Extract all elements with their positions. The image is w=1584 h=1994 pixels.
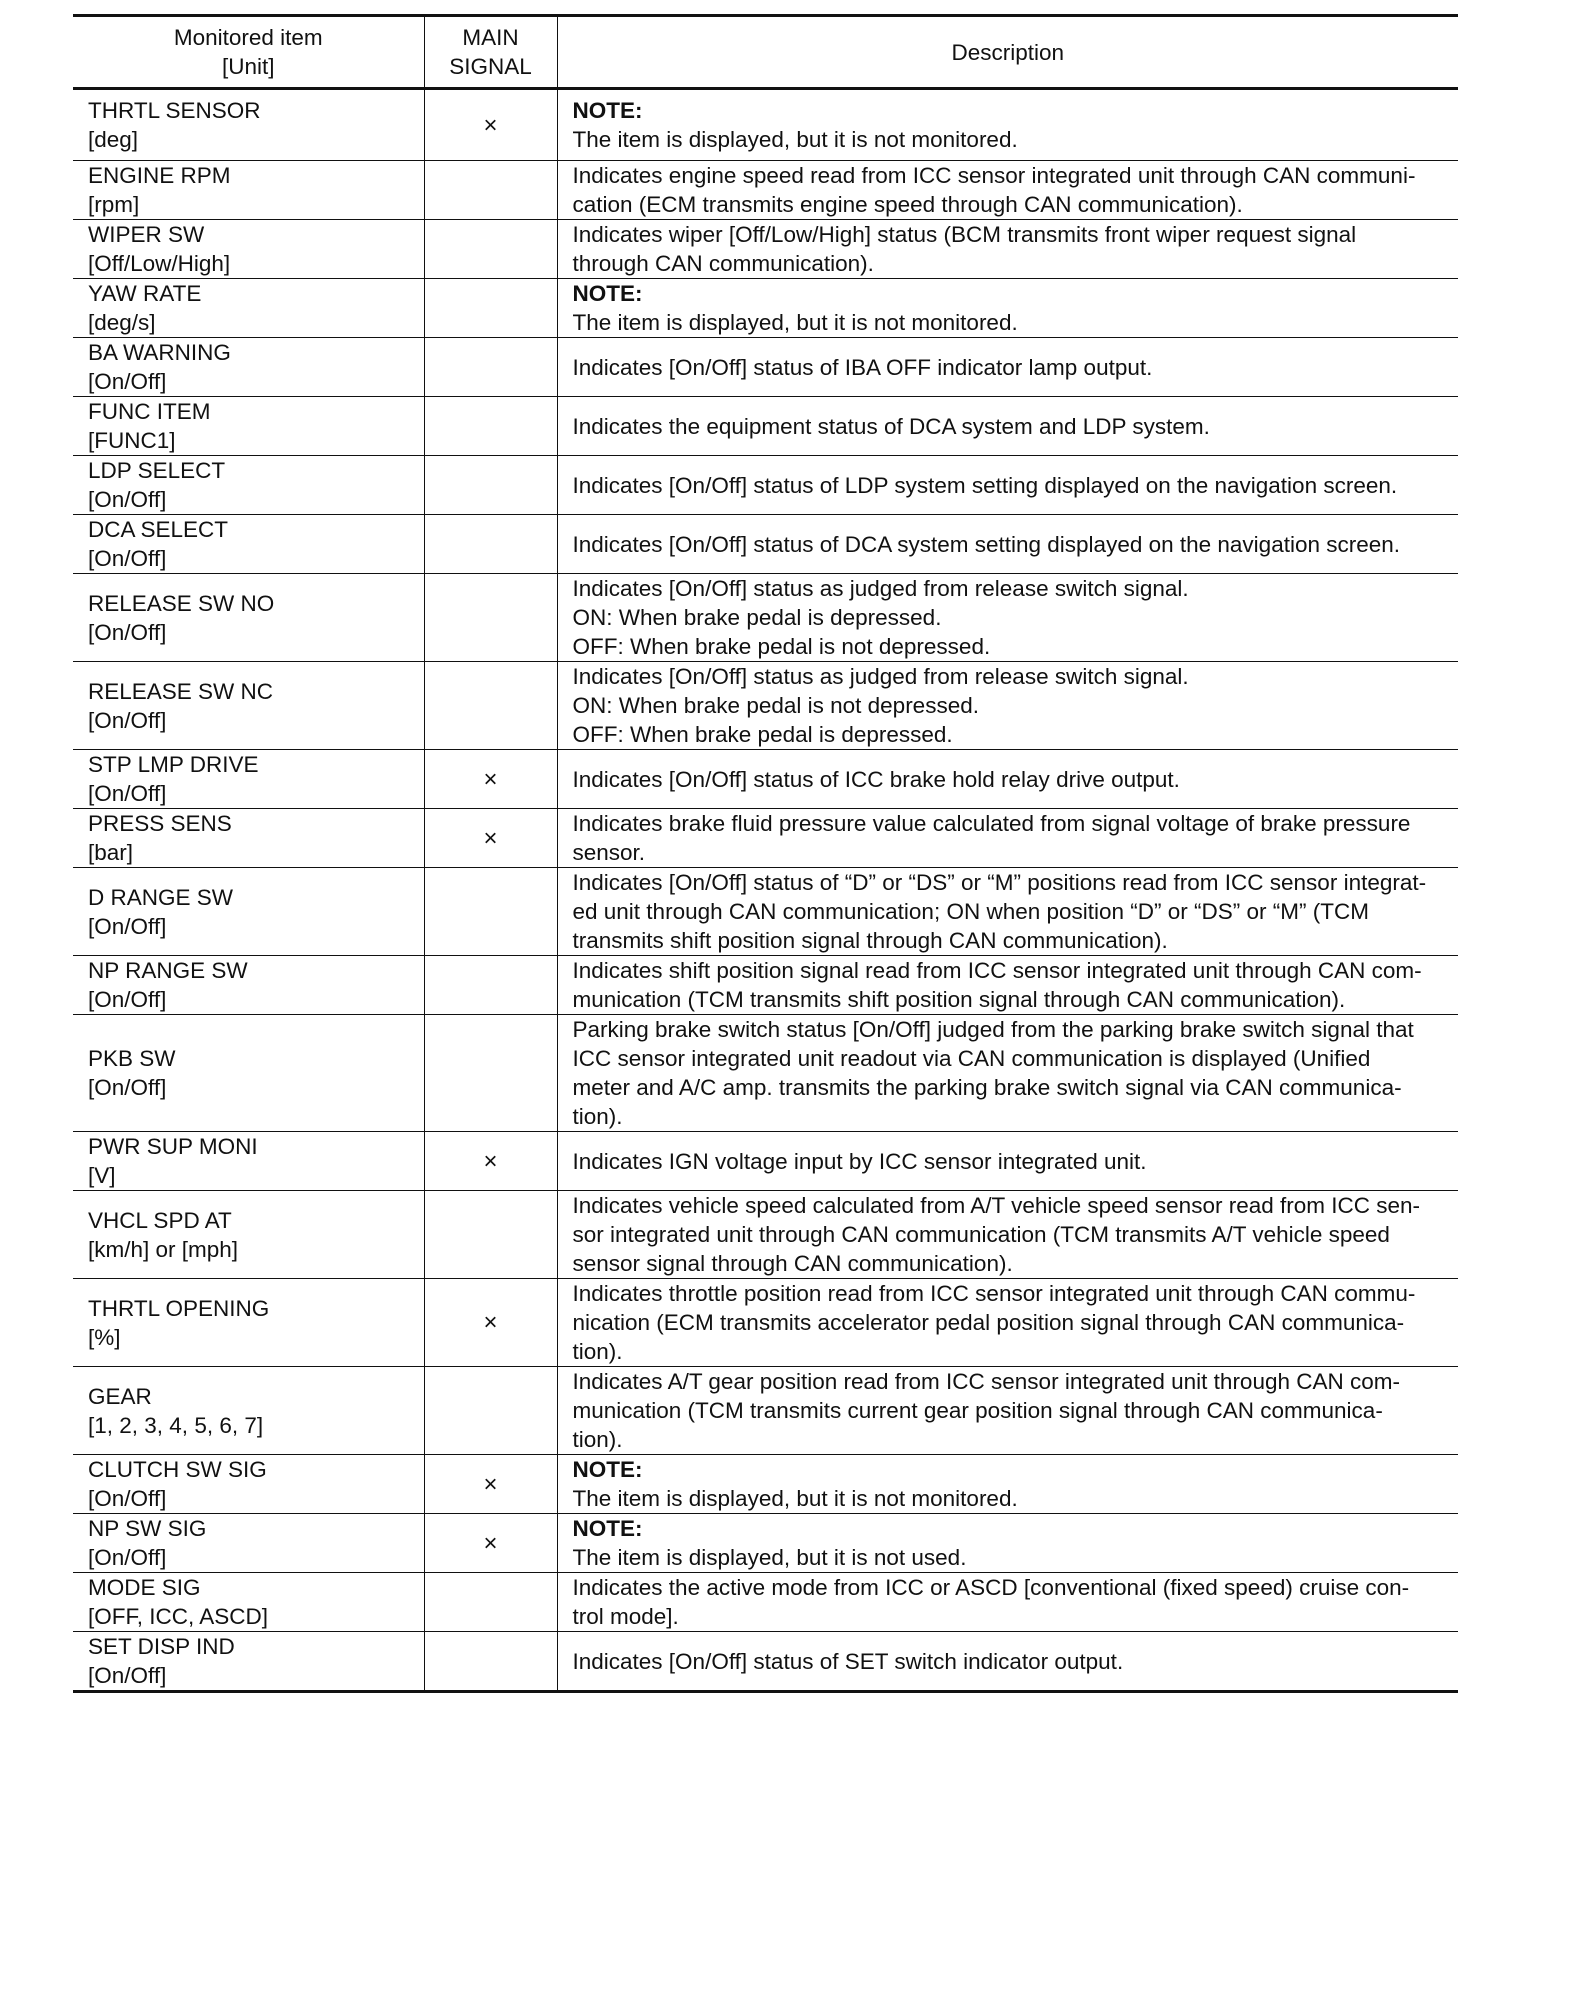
main-signal-mark bbox=[424, 161, 557, 220]
table-row bbox=[73, 279, 1458, 338]
header-monitored-item bbox=[73, 16, 424, 89]
description-cell bbox=[557, 574, 1458, 662]
note-label: NOTE: bbox=[572, 1457, 643, 1482]
main-signal-mark bbox=[424, 1015, 557, 1132]
item-unit: [On/Off] bbox=[88, 1663, 167, 1688]
table-row bbox=[73, 1132, 1458, 1191]
description-cell bbox=[557, 220, 1458, 279]
description-line: The item is displayed, but it is not monitored. bbox=[572, 310, 1018, 335]
description-line: Indicates [On/Off] status of IBA OFF indicator lamp output. bbox=[572, 354, 1153, 380]
main-signal-mark: × bbox=[424, 1455, 557, 1514]
description-line: tion). bbox=[572, 1339, 623, 1364]
item-unit: [1, 2, 3, 4, 5, 6, 7] bbox=[88, 1412, 264, 1438]
description-line: The item is displayed, but it is not monitored. bbox=[572, 127, 1018, 152]
item-unit: [FUNC1] bbox=[88, 428, 176, 453]
monitored-item-cell bbox=[73, 397, 424, 456]
description-cell bbox=[557, 662, 1458, 750]
description-line: Indicates the equipment status of DCA system and LDP system. bbox=[572, 413, 1210, 439]
item-unit: [On/Off] bbox=[88, 781, 167, 806]
table-row bbox=[73, 809, 1458, 868]
description-line: meter and A/C amp. transmits the parking brake switch signal via CAN communica- bbox=[572, 1075, 1402, 1100]
main-signal-mark bbox=[424, 956, 557, 1015]
description-line: Parking brake switch status [On/Off] judged from the parking brake switch signal that bbox=[572, 1017, 1414, 1042]
table-row bbox=[73, 220, 1458, 279]
item-unit: [rpm] bbox=[88, 192, 140, 217]
item-name: BA WARNING bbox=[88, 340, 231, 365]
description-cell bbox=[557, 1455, 1458, 1514]
item-name: PWR SUP MONI bbox=[88, 1134, 258, 1159]
description-cell bbox=[557, 515, 1458, 574]
description-cell bbox=[557, 956, 1458, 1015]
item-unit: [Off/Low/High] bbox=[88, 251, 231, 276]
description-line: The item is displayed, but it is not used. bbox=[572, 1545, 967, 1570]
item-name: VHCL SPD AT bbox=[88, 1207, 232, 1233]
description-line: tion). bbox=[572, 1427, 623, 1452]
note-label: NOTE: bbox=[572, 281, 643, 306]
monitored-item-cell bbox=[73, 1367, 424, 1455]
description-cell bbox=[557, 279, 1458, 338]
monitored-item-cell bbox=[73, 1132, 424, 1191]
main-signal-mark: × bbox=[424, 750, 557, 809]
main-signal-mark bbox=[424, 456, 557, 515]
description-line: munication (TCM transmits shift position signal through CAN communication). bbox=[572, 987, 1346, 1012]
table-row bbox=[73, 1279, 1458, 1367]
item-name: SET DISP IND bbox=[88, 1634, 235, 1659]
header-main-signal bbox=[424, 16, 557, 89]
table-header-row bbox=[73, 16, 1458, 89]
description-line: The item is displayed, but it is not monitored. bbox=[572, 1486, 1018, 1511]
description-line: Indicates A/T gear position read from ICC sensor integrated unit through CAN com- bbox=[572, 1369, 1400, 1394]
main-signal-mark bbox=[424, 220, 557, 279]
main-signal-mark: × bbox=[424, 1279, 557, 1367]
monitored-item-cell bbox=[73, 515, 424, 574]
monitored-item-cell bbox=[73, 1015, 424, 1132]
monitored-item-cell bbox=[73, 161, 424, 220]
monitored-item-cell bbox=[73, 750, 424, 809]
item-name: ENGINE RPM bbox=[88, 163, 231, 188]
item-unit: [On/Off] bbox=[88, 1486, 167, 1511]
table-row bbox=[73, 456, 1458, 515]
description-line: sor integrated unit through CAN communication (TCM transmits A/T vehicle speed bbox=[572, 1222, 1390, 1247]
main-signal-mark bbox=[424, 338, 557, 397]
description-line: Indicates [On/Off] status of “D” or “DS” or “M” positions read from ICC sensor integrat- bbox=[572, 870, 1427, 895]
description-cell bbox=[557, 750, 1458, 809]
monitored-item-cell bbox=[73, 338, 424, 397]
description-line: Indicates [On/Off] status as judged from release switch signal. bbox=[572, 576, 1189, 601]
description-line: Indicates [On/Off] status of LDP system setting displayed on the navigation screen. bbox=[572, 472, 1398, 498]
monitored-item-cell bbox=[73, 279, 424, 338]
main-signal-mark bbox=[424, 574, 557, 662]
item-unit: [bar] bbox=[88, 840, 134, 865]
monitored-item-cell bbox=[73, 220, 424, 279]
item-name: DCA SELECT bbox=[88, 517, 229, 542]
item-unit: [On/Off] bbox=[88, 487, 167, 512]
description-line: Indicates engine speed read from ICC sensor integrated unit through CAN communi- bbox=[572, 163, 1416, 188]
main-signal-mark: × bbox=[424, 809, 557, 868]
item-unit: [km/h] or [mph] bbox=[88, 1236, 239, 1262]
header-description: Description bbox=[557, 16, 1458, 89]
description-line: ON: When brake pedal is depressed. bbox=[572, 605, 942, 630]
note-label: NOTE: bbox=[572, 1516, 643, 1541]
table-row bbox=[73, 956, 1458, 1015]
description-line: cation (ECM transmits engine speed through CAN communication). bbox=[572, 192, 1243, 217]
item-unit: [On/Off] bbox=[88, 369, 167, 394]
description-line: through CAN communication). bbox=[572, 251, 874, 276]
item-name: FUNC ITEM bbox=[88, 399, 211, 424]
item-unit: [deg] bbox=[88, 127, 139, 152]
description-line: munication (TCM transmits current gear position signal through CAN communica- bbox=[572, 1398, 1383, 1423]
main-signal-mark: × bbox=[424, 1132, 557, 1191]
description-cell bbox=[557, 868, 1458, 956]
description-cell bbox=[557, 89, 1458, 161]
main-signal-mark bbox=[424, 1367, 557, 1455]
table-row bbox=[73, 1632, 1458, 1692]
item-name: WIPER SW bbox=[88, 222, 205, 247]
description-line: sensor signal through CAN communication). bbox=[572, 1251, 1013, 1276]
description-line: OFF: When brake pedal is not depressed. bbox=[572, 634, 991, 659]
main-signal-mark: × bbox=[424, 89, 557, 161]
description-line: sensor. bbox=[572, 840, 646, 865]
main-signal-mark bbox=[424, 868, 557, 956]
item-unit: [On/Off] bbox=[88, 619, 167, 645]
item-unit: [On/Off] bbox=[88, 1075, 167, 1100]
description-line: ed unit through CAN communication; ON when position “D” or “DS” or “M” (TCM bbox=[572, 899, 1369, 924]
monitored-item-cell bbox=[73, 956, 424, 1015]
description-line: trol mode]. bbox=[572, 1604, 679, 1629]
main-signal-mark bbox=[424, 515, 557, 574]
item-name: NP RANGE SW bbox=[88, 958, 248, 983]
item-name: D RANGE SW bbox=[88, 884, 234, 910]
table-row bbox=[73, 515, 1458, 574]
table-row bbox=[73, 89, 1458, 161]
table-row bbox=[73, 161, 1458, 220]
description-cell bbox=[557, 809, 1458, 868]
item-unit: [On/Off] bbox=[88, 707, 167, 733]
item-unit: [OFF, ICC, ASCD] bbox=[88, 1604, 269, 1629]
item-name: THRTL OPENING bbox=[88, 1295, 270, 1321]
header-item-line1: Monitored item bbox=[173, 25, 323, 50]
description-cell bbox=[557, 1279, 1458, 1367]
item-name: PKB SW bbox=[88, 1046, 176, 1071]
table-row bbox=[73, 868, 1458, 956]
description-cell bbox=[557, 1632, 1458, 1692]
monitored-item-cell bbox=[73, 868, 424, 956]
main-signal-mark bbox=[424, 1191, 557, 1279]
description-line: nication (ECM transmits accelerator pedal position signal through CAN communica- bbox=[572, 1310, 1405, 1335]
description-line: Indicates wiper [Off/Low/High] status (BCM transmits front wiper request signal bbox=[572, 222, 1357, 247]
table-row bbox=[73, 1514, 1458, 1573]
table-row bbox=[73, 574, 1458, 662]
description-line: transmits shift position signal through CAN communication). bbox=[572, 928, 1168, 953]
item-unit: [On/Off] bbox=[88, 913, 167, 939]
table-row bbox=[73, 338, 1458, 397]
description-cell bbox=[557, 1367, 1458, 1455]
main-signal-mark bbox=[424, 279, 557, 338]
monitored-item-cell bbox=[73, 1514, 424, 1573]
description-line: Indicates [On/Off] status of DCA system setting displayed on the navigation screen. bbox=[572, 531, 1401, 557]
table-body bbox=[73, 89, 1458, 1692]
main-signal-mark bbox=[424, 662, 557, 750]
table-row bbox=[73, 1455, 1458, 1514]
item-unit: [On/Off] bbox=[88, 987, 167, 1012]
item-name: PRESS SENS bbox=[88, 811, 232, 836]
table-row bbox=[73, 1191, 1458, 1279]
monitored-item-cell bbox=[73, 89, 424, 161]
description-line: Indicates [On/Off] status as judged from release switch signal. bbox=[572, 664, 1189, 689]
description-line: Indicates shift position signal read from ICC sensor integrated unit through CAN com- bbox=[572, 958, 1422, 983]
monitored-item-cell bbox=[73, 1279, 424, 1367]
description-line: tion). bbox=[572, 1104, 623, 1129]
item-name: MODE SIG bbox=[88, 1575, 201, 1600]
description-line: ON: When brake pedal is not depressed. bbox=[572, 693, 979, 718]
note-label: NOTE: bbox=[572, 98, 643, 123]
monitored-item-cell bbox=[73, 662, 424, 750]
item-unit: [V] bbox=[88, 1163, 116, 1188]
table-row bbox=[73, 1015, 1458, 1132]
description-cell bbox=[557, 161, 1458, 220]
monitored-item-cell bbox=[73, 1573, 424, 1632]
monitored-item-cell bbox=[73, 1632, 424, 1692]
description-line: OFF: When brake pedal is depressed. bbox=[572, 722, 953, 747]
description-cell bbox=[557, 1132, 1458, 1191]
header-signal-line1: MAIN bbox=[462, 25, 519, 50]
monitored-item-cell bbox=[73, 456, 424, 515]
item-name: CLUTCH SW SIG bbox=[88, 1457, 267, 1482]
item-name: RELEASE SW NC bbox=[88, 678, 274, 704]
table-row bbox=[73, 662, 1458, 750]
description-line: Indicates [On/Off] status of ICC brake hold relay drive output. bbox=[572, 766, 1180, 792]
description-line: Indicates IGN voltage input by ICC sensor integrated unit. bbox=[572, 1148, 1147, 1174]
main-signal-mark bbox=[424, 1632, 557, 1692]
description-cell bbox=[557, 338, 1458, 397]
description-cell bbox=[557, 1573, 1458, 1632]
monitored-item-cell bbox=[73, 809, 424, 868]
monitored-item-cell bbox=[73, 574, 424, 662]
description-line: ICC sensor integrated unit readout via CAN communication is displayed (Unified bbox=[572, 1046, 1371, 1071]
item-name: NP SW SIG bbox=[88, 1516, 207, 1541]
description-cell bbox=[557, 1015, 1458, 1132]
description-line: Indicates brake fluid pressure value calculated from signal voltage of brake pressure bbox=[572, 811, 1411, 836]
description-line: Indicates throttle position read from ICC sensor integrated unit through CAN commu- bbox=[572, 1281, 1416, 1306]
description-cell bbox=[557, 456, 1458, 515]
header-item-line2: [Unit] bbox=[221, 54, 275, 79]
item-unit: [On/Off] bbox=[88, 546, 167, 571]
item-unit: [%] bbox=[88, 1324, 121, 1350]
item-name: LDP SELECT bbox=[88, 458, 226, 483]
table-row bbox=[73, 1367, 1458, 1455]
monitored-item-cell bbox=[73, 1191, 424, 1279]
main-signal-mark bbox=[424, 397, 557, 456]
monitored-item-cell bbox=[73, 1455, 424, 1514]
item-unit: [On/Off] bbox=[88, 1545, 167, 1570]
item-name: STP LMP DRIVE bbox=[88, 752, 259, 777]
item-name: THRTL SENSOR bbox=[88, 98, 261, 123]
table-row bbox=[73, 397, 1458, 456]
main-signal-mark: × bbox=[424, 1514, 557, 1573]
description-cell bbox=[557, 1514, 1458, 1573]
item-name: YAW RATE bbox=[88, 281, 202, 306]
table-row bbox=[73, 750, 1458, 809]
item-name: RELEASE SW NO bbox=[88, 590, 275, 616]
description-line: Indicates the active mode from ICC or ASCD [conventional (fixed speed) cruise con- bbox=[572, 1575, 1410, 1600]
table-row bbox=[73, 1573, 1458, 1632]
main-signal-mark bbox=[424, 1573, 557, 1632]
header-signal-line2: SIGNAL bbox=[449, 54, 532, 79]
description-line: Indicates [On/Off] status of SET switch indicator output. bbox=[572, 1648, 1124, 1674]
description-line: Indicates vehicle speed calculated from A/T vehicle speed sensor read from ICC sen- bbox=[572, 1193, 1421, 1218]
item-name: GEAR bbox=[88, 1383, 152, 1409]
item-unit: [deg/s] bbox=[88, 310, 156, 335]
description-cell bbox=[557, 397, 1458, 456]
description-cell bbox=[557, 1191, 1458, 1279]
monitor-item-table bbox=[73, 14, 1458, 1693]
